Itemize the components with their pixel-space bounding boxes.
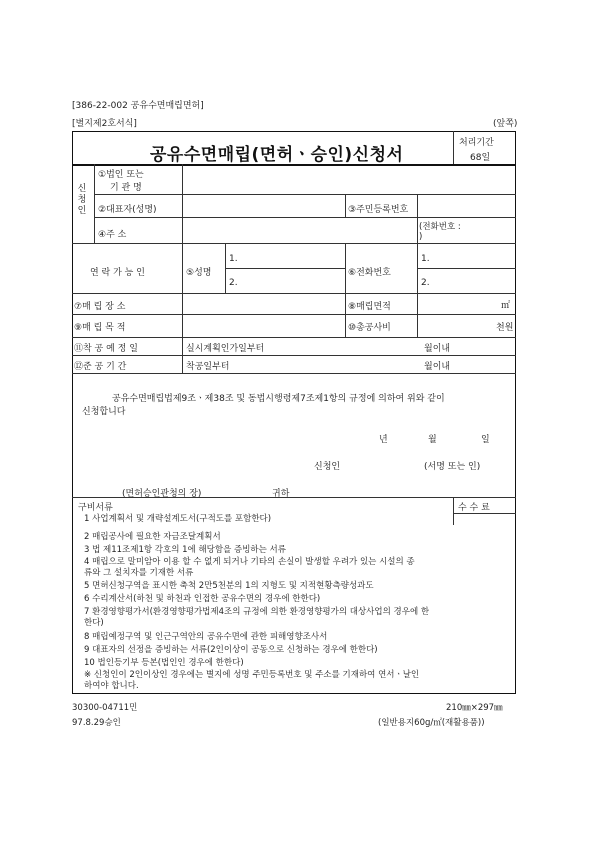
- processing-period-label: 처리기간: [459, 138, 494, 148]
- location-label: ⑦매 립 장 소: [74, 302, 126, 312]
- area-unit: ㎡: [501, 301, 511, 311]
- doc-item: 1 사업계획서 및 개략설계도서(구적도를 포함한다): [84, 514, 272, 524]
- end-value: 착공일부터: [186, 362, 230, 372]
- divider: [72, 373, 516, 374]
- doc-item: 10 법인등기부 등본(법인인 경우에 한한다): [84, 658, 244, 668]
- doc-item: 류와 그 설치자를 기재한 서류: [84, 568, 194, 578]
- divider: [72, 164, 516, 166]
- doc-item: 2 매립공사에 필요한 자금조달계획서: [84, 532, 221, 542]
- applicant-signature-label: 신청인: [314, 462, 341, 472]
- contact-name-2: 2.: [229, 278, 238, 288]
- form-code: [386-22-002 공유수면매립면허]: [72, 101, 204, 111]
- divider: [94, 164, 95, 243]
- declaration-line-1: 공유수면매립법제9조ㆍ제38조 및 동법시행령제7조제1항의 규정에 의하여 위와 같이: [112, 394, 445, 404]
- divider: [345, 293, 346, 337]
- divider: [345, 194, 346, 217]
- doc-item: 9 대표자의 선정을 증빙하는 서류(2인이상이 공동으로 신청하는 경우에 한한다): [84, 645, 378, 655]
- divider: [453, 497, 454, 525]
- org-label-2: 기 관 명: [110, 183, 142, 193]
- area-label: ⑧매립면적: [348, 302, 391, 312]
- form-title: 공유수면매립(면허ㆍ승인)신청서: [150, 145, 404, 165]
- divider: [94, 194, 516, 195]
- divider: [72, 355, 516, 356]
- divider: [345, 243, 346, 293]
- divider: [72, 293, 516, 294]
- doc-item: 3 법 제11조제1항 각호의 1에 해당함을 증빙하는 서류: [84, 545, 286, 555]
- rep-label: ②대표자(성명): [98, 205, 157, 215]
- page-side-label: (앞쪽): [493, 119, 518, 129]
- recipient-label: (면허승인관청의 장): [122, 489, 202, 499]
- org-label-1: ①법인 또는: [98, 170, 144, 180]
- applicant-section-label: 신 청 인: [77, 184, 87, 216]
- divider: [417, 293, 418, 337]
- doc-note: ※ 신청인이 2인이상인 경우에는 별지에 성명 주민등록번호 및 주소를 기재하여 연서ㆍ날인: [84, 670, 420, 680]
- footer-approval: 97.8.29승인: [72, 718, 121, 728]
- footer-size: 210㎜×297㎜: [446, 703, 503, 713]
- phone-close: ): [419, 232, 423, 242]
- divider: [72, 243, 516, 244]
- footer-paper: (일반용지60g/㎡(재활용품)): [378, 718, 485, 728]
- cost-label: ⑩총공사비: [348, 323, 391, 333]
- doc-item: 한다): [84, 618, 104, 628]
- divider: [182, 243, 183, 293]
- doc-item: 6 수리계산서(하천 및 하천과 인접한 공유수면의 경우에 한한다): [84, 594, 321, 604]
- divider: [72, 314, 516, 315]
- start-suffix: 월이내: [424, 344, 451, 354]
- contact-phone-1: 1.: [421, 254, 430, 264]
- purpose-label: ⑨매 립 목 적: [74, 323, 126, 333]
- contact-name-label: ⑤성명: [186, 268, 212, 278]
- contact-name-1: 1.: [229, 254, 238, 264]
- divider: [182, 293, 183, 337]
- documents-header: 구비서류: [78, 503, 113, 513]
- cost-unit: 천원: [496, 323, 514, 333]
- date-month: 월: [428, 435, 437, 445]
- doc-item: 8 매립예정구역 및 인근구역안의 공유수면에 관한 피해영향조사서: [84, 632, 328, 642]
- date-day: 일: [481, 435, 490, 445]
- doc-item: 7 환경영향평가서(환경영향평가법제4조의 규정에 의한 환경영향평가의 대상사업의 경우에 한: [84, 607, 430, 617]
- divider: [72, 497, 516, 498]
- fee-label: 수 수 료: [458, 503, 490, 513]
- sign-or-seal-label: (서명 또는 인): [424, 462, 481, 472]
- processing-period-value: 68일: [470, 153, 491, 163]
- declaration-line-2: 신청합니다: [82, 407, 126, 417]
- regno-label: ③주민등록번호: [348, 205, 409, 215]
- divider: [417, 217, 418, 243]
- contact-phone-2: 2.: [421, 278, 430, 288]
- divider: [453, 131, 454, 164]
- divider: [182, 164, 183, 243]
- doc-note: 하여야 합니다.: [84, 681, 139, 691]
- honorific-label: 귀하: [272, 489, 290, 499]
- address-label: ④주 소: [98, 230, 127, 240]
- divider: [72, 337, 516, 338]
- doc-item: 5 면허신청구역을 표시한 축척 2만5천분의 1의 지형도 및 지적현황측량성과도: [84, 581, 374, 591]
- divider: [417, 194, 418, 217]
- divider: [417, 268, 516, 269]
- doc-item: 4 매립으로 말미암아 이용 할 수 없게 되거나 기타의 손실이 발생할 우려가 있는 시설의 종: [84, 557, 415, 567]
- start-label: ⑪착 공 예 정 일: [74, 344, 138, 354]
- date-year: 년: [379, 435, 388, 445]
- end-suffix: 월이내: [424, 362, 451, 372]
- start-value: 실시계획인가일부터: [186, 344, 265, 354]
- divider: [453, 513, 516, 514]
- contact-phone-label: ⑥전화번호: [348, 268, 391, 278]
- divider: [225, 268, 345, 269]
- footer-code: 30300-04711민: [72, 703, 138, 713]
- phone-label: (전화번호 :: [419, 222, 461, 232]
- attachment-label: [별지제2호서식]: [72, 119, 137, 129]
- end-label: ⑫준 공 기 간: [74, 362, 127, 372]
- divider: [94, 217, 516, 218]
- contact-label: 연 락 가 능 인: [90, 268, 145, 278]
